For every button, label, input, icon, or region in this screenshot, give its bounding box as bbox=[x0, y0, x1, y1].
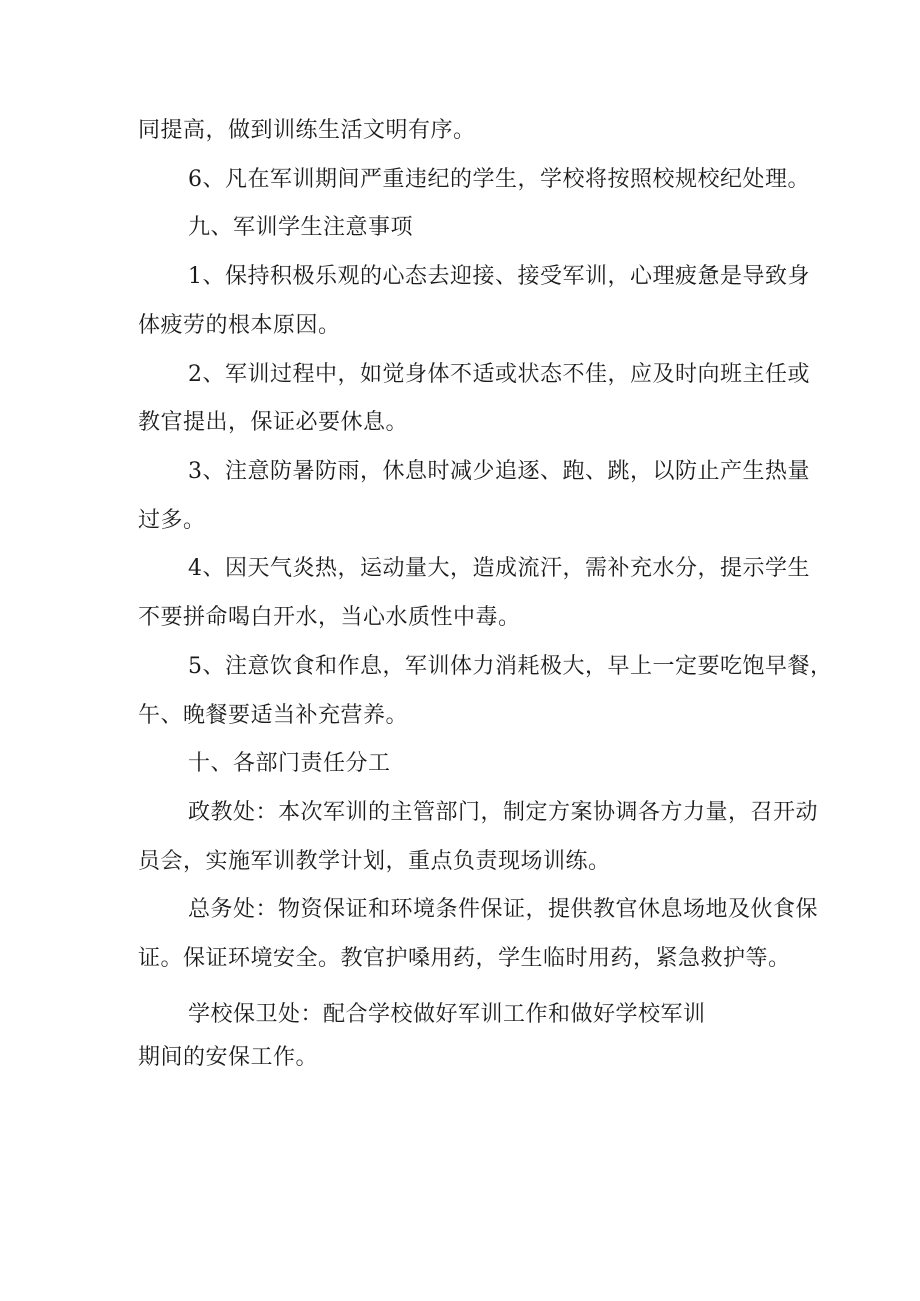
text-line: 政教处：本次军训的主管部门，制定方案协调各方力量，召开动 bbox=[188, 800, 819, 825]
text-line: 午、晚餐要适当补充营养。 bbox=[138, 703, 409, 728]
text-line: 5、注意饮食和作息，军训体力消耗极大，早上一定要吃饱早餐， bbox=[188, 654, 833, 679]
text-line: 2、军训过程中，如觉身体不适或状态不佳，应及时向班主任或 bbox=[188, 362, 810, 387]
text-line: 过多。 bbox=[138, 508, 206, 533]
text-line: 证。保证环境安全。教官护嗓用药，学生临时用药，紧急救护等。 bbox=[138, 946, 791, 971]
text-line: 3、注意防暑防雨，休息时减少追逐、跑、跳，以防止产生热量 bbox=[188, 459, 810, 484]
text-line: 期间的安保工作。 bbox=[138, 1045, 319, 1070]
text-line: 教官提出，保证必要休息。 bbox=[138, 410, 409, 435]
text-line: 总务处：物资保证和环境条件保证，提供教官休息场地及伙食保 bbox=[188, 897, 819, 922]
text-line: 6、凡在军训期间严重违纪的学生，学校将按照校规校纪处理。 bbox=[188, 167, 810, 192]
text-line: 同提高，做到训练生活文明有序。 bbox=[138, 118, 476, 143]
text-line: 体疲劳的根本原因。 bbox=[138, 313, 341, 338]
text-line: 不要拼命喝白开水，当心水质性中毒。 bbox=[138, 605, 521, 630]
text-line: 员会，实施军训教学计划，重点负责现场训练。 bbox=[138, 849, 611, 874]
section-heading: 十、各部门责任分工 bbox=[188, 751, 391, 776]
text-line: 4、因天气炎热，运动量大，造成流汗，需补充水分，提示学生 bbox=[188, 556, 810, 581]
text-line: 1、保持积极乐观的心态去迎接、接受军训，心理疲惫是导致身 bbox=[188, 264, 810, 289]
text-line: 学校保卫处：配合学校做好军训工作和做好学校军训 bbox=[188, 1002, 706, 1027]
section-heading: 九、军训学生注意事项 bbox=[188, 215, 414, 240]
